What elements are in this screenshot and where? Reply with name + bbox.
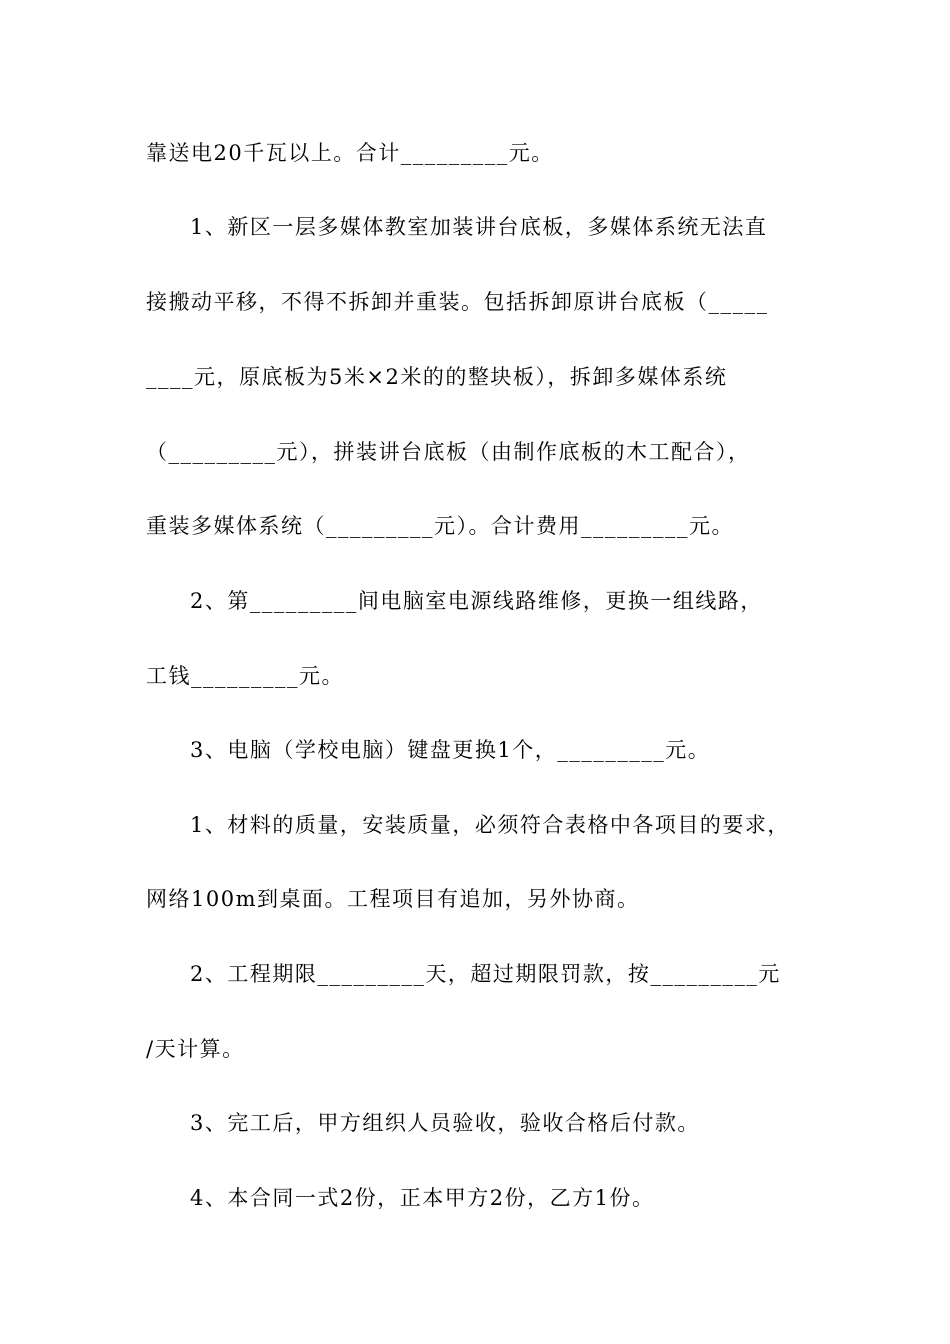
text-line: 1、新区一层多媒体教室加装讲台底板，多媒体系统无法直 bbox=[190, 215, 768, 239]
text-line: 3、完工后，甲方组织人员验收，验收合格后付款。 bbox=[190, 1111, 700, 1135]
text-line: 网络100m到桌面。工程项目有追加，另外协商。 bbox=[146, 887, 640, 911]
text-line: 3、电脑（学校电脑）键盘更换1个，_________元。 bbox=[190, 738, 711, 762]
text-line: ____元，原底板为5米×2米的的整块板），拆卸多媒体系统 bbox=[146, 365, 728, 389]
text-line: （_________元），拼装讲台底板（由制作底板的木工配合）， bbox=[146, 440, 751, 464]
text-line: 重装多媒体系统（_________元）。合计费用_________元。 bbox=[146, 514, 734, 538]
text-line: 靠送电20千瓦以上。合计_________元。 bbox=[146, 141, 554, 165]
text-line: /天计算。 bbox=[146, 1037, 245, 1061]
text-line: 1、材料的质量，安装质量，必须符合表格中各项目的要求， bbox=[190, 813, 790, 837]
text-line: 工钱_________元。 bbox=[146, 664, 344, 688]
text-line: 接搬动平移，不得不拆卸并重装。包括拆卸原讲台底板（_____ bbox=[146, 290, 769, 314]
text-line: 2、第_________间电脑室电源线路维修，更换一组线路， bbox=[190, 589, 763, 613]
text-line: 4、本合同一式2份，正本甲方2份，乙方1份。 bbox=[190, 1186, 655, 1210]
text-line: 2、工程期限_________天，超过期限罚款，按_________元 bbox=[190, 962, 781, 986]
